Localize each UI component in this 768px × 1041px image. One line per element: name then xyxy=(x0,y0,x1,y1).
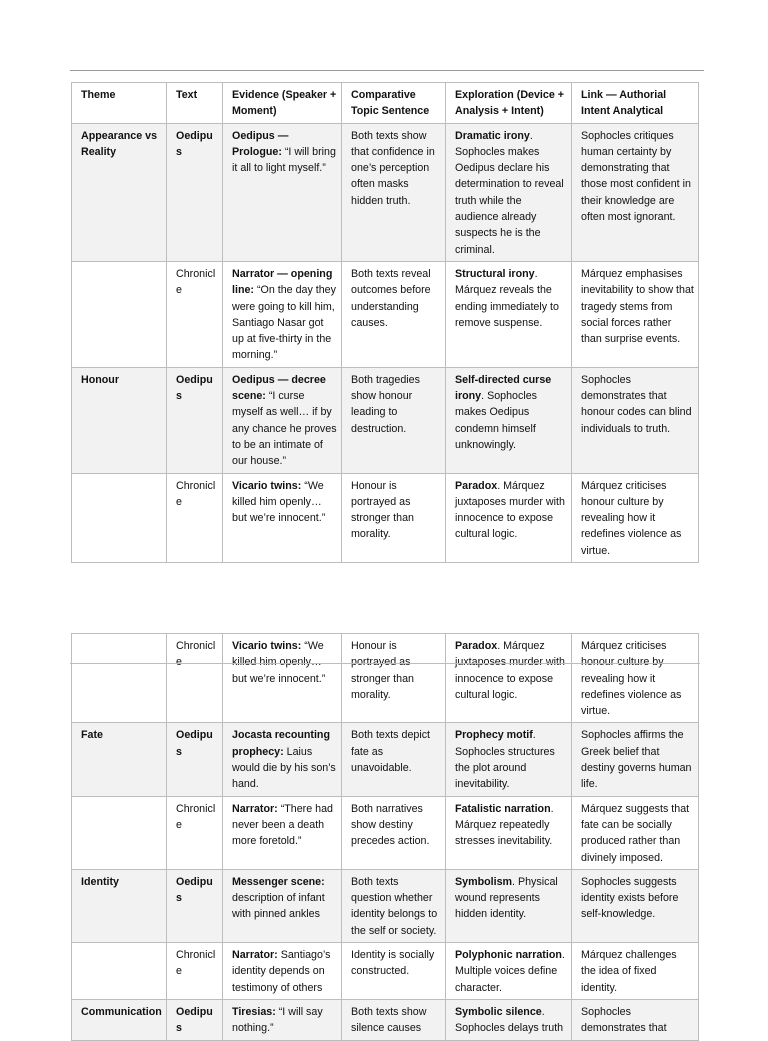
topic-sentence-cell: Both texts depict fate as unavoidable. xyxy=(342,723,446,796)
table-row xyxy=(72,869,699,942)
table-page-1 xyxy=(70,72,700,557)
theme-cell xyxy=(72,943,167,1000)
theme-cell xyxy=(72,473,167,562)
evidence-cell xyxy=(223,123,342,261)
exploration-cell xyxy=(446,723,572,796)
evidence-speaker: Narrator — opening line: xyxy=(232,267,333,297)
text-cell: Chronicle xyxy=(167,943,223,1000)
topic-sentence-cell: Both texts show that confidence in one’s perception often masks hidden truth. xyxy=(342,123,446,261)
evidence-quote: “We killed him openly… but we’re innocent.” xyxy=(232,640,326,685)
authorial-intent-cell: Márquez emphasises inevitability to show that tragedy stems from social forces rather than surprise events. xyxy=(572,261,699,367)
page-top-rule xyxy=(70,70,704,71)
evidence-speaker: Jocasta recounting prophecy: xyxy=(232,729,330,758)
evidence-cell xyxy=(223,796,342,869)
evidence-quote: “We killed him openly… but we’re innocent.” xyxy=(232,479,326,525)
theme-cell: Fate xyxy=(72,723,167,796)
text-cell: Oedipus xyxy=(167,869,223,942)
theme-cell xyxy=(72,261,167,367)
topic-sentence-cell: Identity is socially constructed. xyxy=(342,943,446,1000)
evidence-cell xyxy=(223,869,342,942)
exploration-cell xyxy=(446,123,572,261)
evidence-cell xyxy=(223,261,342,367)
authorial-intent-cell: Sophocles suggests identity exists before self-knowledge. xyxy=(572,869,699,942)
exploration-text: . Márquez juxtaposes murder with innocence to expose cultural logic. xyxy=(455,479,565,541)
exploration-text: . Multiple voices define character. xyxy=(455,949,565,994)
evidence-cell xyxy=(223,367,342,473)
comparison-table xyxy=(71,82,699,563)
authorial-intent-cell: Sophocles critiques human certainty by demonstrating that those most confident in their knowledge are often most ignorant. xyxy=(572,123,699,261)
authorial-intent-cell: Márquez criticises honour culture by revealing how it redefines violence as virtue. xyxy=(572,634,699,723)
evidence-speaker: Vicario twins: xyxy=(232,640,302,652)
evidence-quote: “There had never been a death more foretold.” xyxy=(232,802,333,848)
column-header: Text xyxy=(167,83,223,124)
evidence-speaker: Tiresias: xyxy=(232,1005,276,1018)
evidence-quote: “I curse myself as well… if by any chance he proves to be an intimate of our house.” xyxy=(232,390,337,468)
text-cell: Chronicle xyxy=(167,261,223,367)
table-row xyxy=(72,943,699,1000)
exploration-text: . Márquez reveals the ending immediately to remove suspense. xyxy=(455,267,559,329)
exploration-text: . Sophocles structures the plot around inevitability. xyxy=(455,729,555,791)
theme-cell: Communication xyxy=(72,999,167,1040)
exploration-text: . Márquez repeatedly stresses inevitability. xyxy=(455,802,554,848)
device-name: Paradox xyxy=(455,640,498,652)
evidence-speaker: Messenger scene: xyxy=(232,875,325,888)
topic-sentence-cell: Both texts question whether identity belongs to the self or society. xyxy=(342,869,446,942)
evidence-speaker: Oedipus — decree scene: xyxy=(232,373,326,403)
evidence-speaker: Vicario twins: xyxy=(232,479,302,492)
device-name: Self-directed curse irony xyxy=(455,373,552,403)
device-name: Fatalistic narration xyxy=(455,802,551,815)
exploration-cell xyxy=(446,261,572,367)
authorial-intent-cell: Márquez challenges the idea of fixed identity. xyxy=(572,943,699,1000)
evidence-cell xyxy=(223,473,342,562)
exploration-cell xyxy=(446,869,572,942)
device-name: Polyphonic narration xyxy=(455,949,562,962)
exploration-text: . Sophocles delays truth xyxy=(455,1005,564,1035)
text-cell: Oedipus xyxy=(167,367,223,473)
text-cell: Chronicle xyxy=(167,796,223,869)
exploration-cell xyxy=(446,796,572,869)
exploration-text: . Sophocles makes Oedipus declare his determination to reveal truth while the audience already suspects he is the criminal. xyxy=(455,129,564,256)
topic-sentence-cell: Both narratives show destiny precedes action. xyxy=(342,796,446,869)
column-header: Exploration (Device + Analysis + Intent) xyxy=(446,83,572,124)
evidence-quote: description of infant with pinned ankles xyxy=(232,892,325,921)
evidence-cell xyxy=(223,634,342,723)
evidence-speaker: Oedipus — Prologue: xyxy=(232,129,289,158)
exploration-cell xyxy=(446,473,572,562)
table-page-2 xyxy=(70,640,700,1035)
exploration-cell xyxy=(446,943,572,1000)
topic-sentence-cell: Both texts show silence causes xyxy=(342,999,446,1040)
topic-sentence-cell: Honour is portrayed as stronger than morality. xyxy=(342,473,446,562)
table-row xyxy=(72,473,699,562)
comparison-table-continued xyxy=(71,633,699,1041)
authorial-intent-cell: Márquez suggests that fate can be socially produced rather than divinely imposed. xyxy=(572,796,699,869)
topic-sentence-cell: Both texts reveal outcomes before understanding causes. xyxy=(342,261,446,367)
text-cell: Oedipus xyxy=(167,999,223,1040)
evidence-speaker: Narrator: xyxy=(232,802,278,815)
evidence-cell xyxy=(223,999,342,1040)
device-name: Symbolic silence xyxy=(455,1005,542,1018)
topic-sentence-cell: Honour is portrayed as stronger than morality. xyxy=(342,634,446,723)
text-cell: Oedipus xyxy=(167,723,223,796)
table-header-row xyxy=(72,83,699,124)
theme-cell: Identity xyxy=(72,869,167,942)
text-cell: Oedipus xyxy=(167,123,223,261)
exploration-text: . Sophocles makes Oedipus condemn himself unknowingly. xyxy=(455,390,537,451)
table-row xyxy=(72,999,699,1040)
column-header: Theme xyxy=(72,83,167,124)
table-row xyxy=(72,634,699,723)
theme-cell xyxy=(72,634,167,723)
device-name: Prophecy motif xyxy=(455,729,533,742)
column-header: Evidence (Speaker + Moment) xyxy=(223,83,342,124)
text-cell: Chronicle xyxy=(167,634,223,723)
topic-sentence-cell: Both tragedies show honour leading to destruction. xyxy=(342,367,446,473)
device-name: Structural irony xyxy=(455,267,535,280)
evidence-cell xyxy=(223,723,342,796)
table-row xyxy=(72,367,699,473)
evidence-quote: Laius would die by his son’s hand. xyxy=(232,745,336,791)
evidence-quote: “I will say nothing.” xyxy=(232,1005,323,1035)
device-name: Dramatic irony xyxy=(455,129,530,142)
text-cell: Chronicle xyxy=(167,473,223,562)
authorial-intent-cell: Sophocles demonstrates that xyxy=(572,999,699,1040)
table-row xyxy=(72,796,699,869)
theme-cell: Honour xyxy=(72,367,167,473)
evidence-quote: “On the day they were going to kill him, Santiago Nasar got up at five-thirty in the morning.” xyxy=(232,284,336,362)
authorial-intent-cell: Sophocles demonstrates that honour codes can blind individuals to truth. xyxy=(572,367,699,473)
evidence-cell xyxy=(223,943,342,1000)
theme-cell: Appearance vs Reality xyxy=(72,123,167,261)
exploration-cell xyxy=(446,634,572,723)
evidence-quote: “I will bring it all to light myself.” xyxy=(232,145,336,175)
column-header: Link — Authorial Intent Analytical xyxy=(572,83,699,124)
evidence-quote: Santiago’s identity depends on testimony of others xyxy=(232,949,331,994)
table-row xyxy=(72,123,699,261)
exploration-text: . Márquez juxtaposes murder with innocence to expose cultural logic. xyxy=(455,640,565,701)
table-row xyxy=(72,723,699,796)
table-row xyxy=(72,261,699,367)
device-name: Paradox xyxy=(455,479,498,492)
column-header: Comparative Topic Sentence xyxy=(342,83,446,124)
exploration-cell xyxy=(446,999,572,1040)
evidence-speaker: Narrator: xyxy=(232,949,278,962)
authorial-intent-cell: Sophocles affirms the Greek belief that destiny governs human life. xyxy=(572,723,699,796)
authorial-intent-cell: Márquez criticises honour culture by revealing how it redefines violence as virtue. xyxy=(572,473,699,562)
theme-cell xyxy=(72,796,167,869)
device-name: Symbolism xyxy=(455,875,513,888)
exploration-text: . Physical wound represents hidden identity. xyxy=(455,875,558,921)
exploration-cell xyxy=(446,367,572,473)
